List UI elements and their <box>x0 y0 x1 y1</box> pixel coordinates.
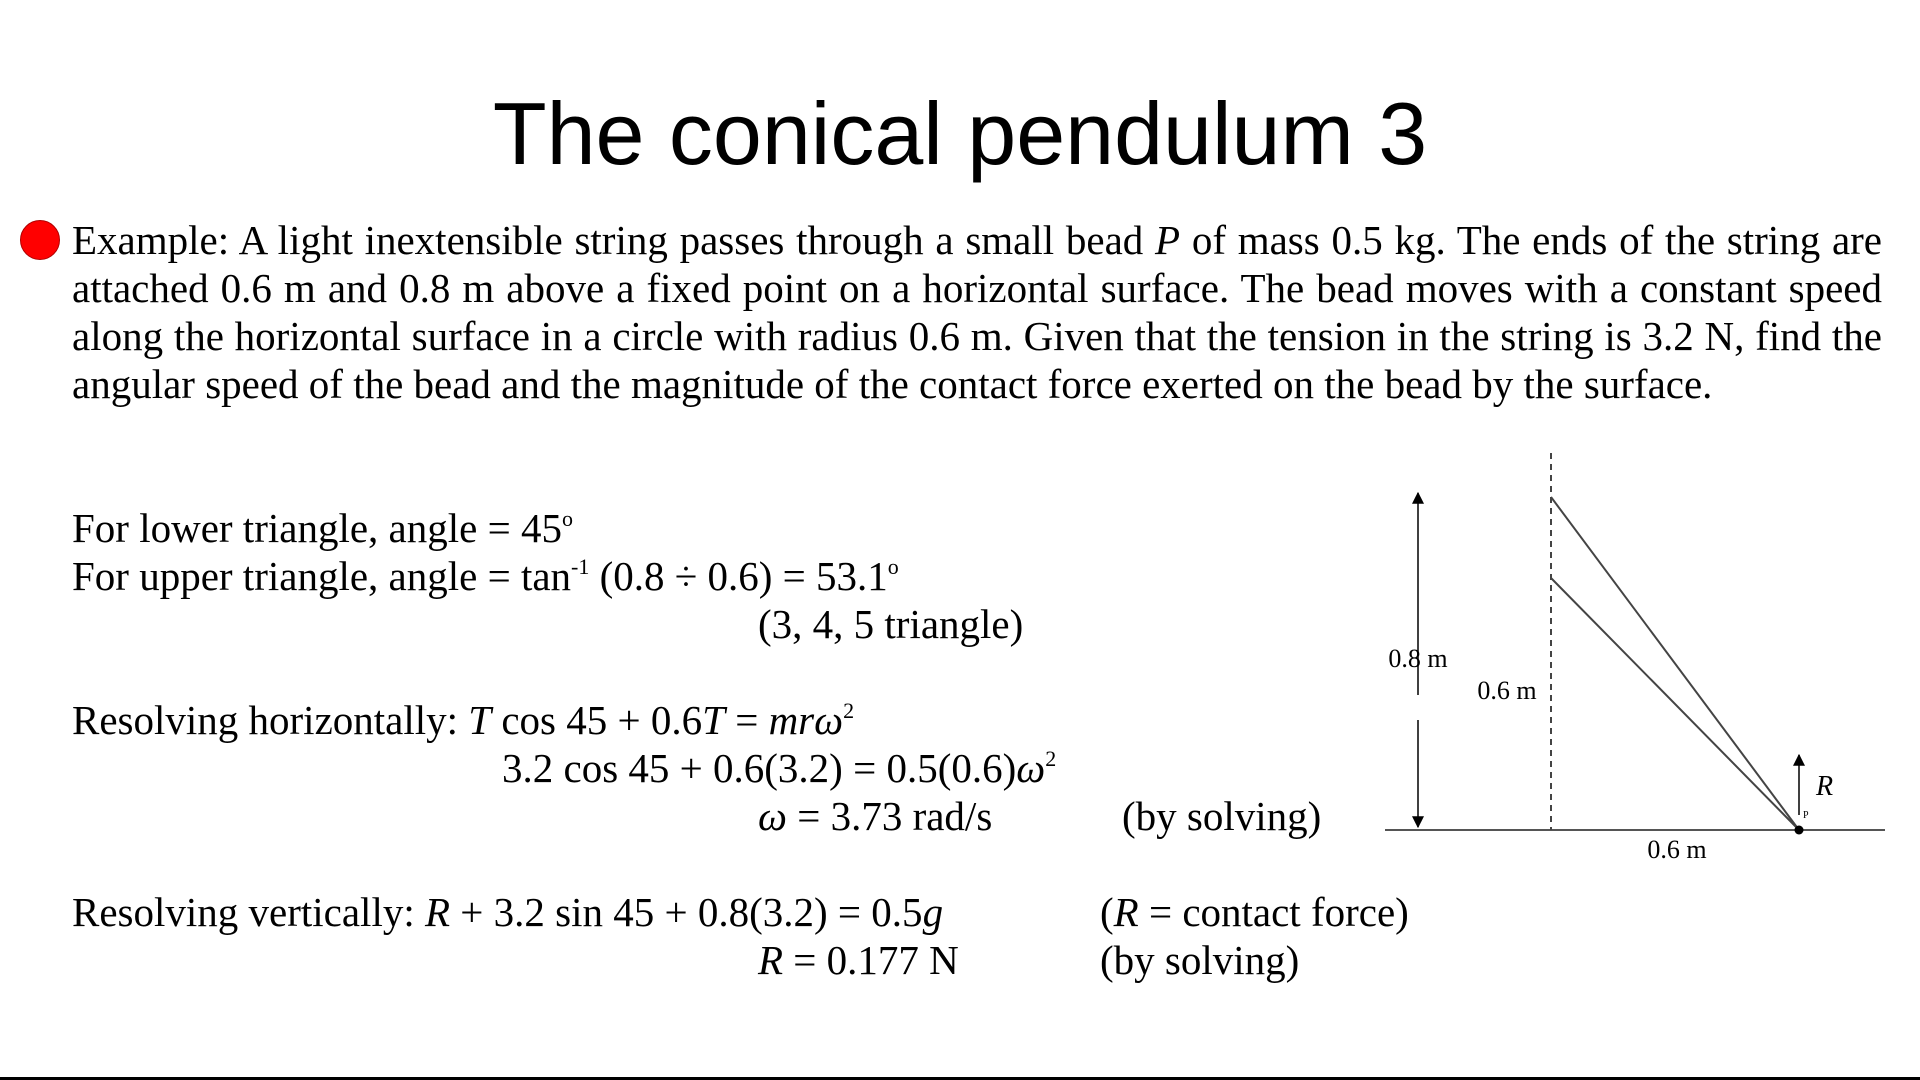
height-label-08: 0.8 m <box>1388 644 1448 673</box>
degree-symbol: o <box>561 506 573 531</box>
horizontal-substitution-line <box>502 744 1056 792</box>
example-text-end: of mass 0.5 kg. The ends of the string are attached 0.6 m and 0.8 m above a fixed point on a horizontal surface. The bead moves with a constant speed along the horizontal surface in a circle with radius 0.6 m. Given that the tension in the string is 3.2 N, find the angular speed of the bead and the magnitude of the contact force exerted on the bead by the surface. <box>72 217 1882 407</box>
horizontal-mid: cos 45 + 0.6 <box>491 697 703 743</box>
paren-open: ( <box>1100 889 1114 935</box>
r-result-line <box>758 936 959 984</box>
reaction-symbol: R <box>758 937 784 983</box>
upper-triangle-value: (0.8 ÷ 0.6) = 53.1 <box>589 553 888 599</box>
vertical-label: Resolving vertically: <box>72 889 425 935</box>
reaction-symbol: R <box>424 889 451 935</box>
horizontal-label: Resolving horizontally: <box>72 697 469 743</box>
horizontal-resolution-line <box>72 696 854 744</box>
r-value: = 0.177 N <box>783 937 959 983</box>
by-solving-note-1: (by solving) <box>1122 793 1322 839</box>
radius-label-06: 0.6 m <box>1647 835 1707 864</box>
degree-symbol: o <box>887 554 899 579</box>
tension-symbol: T <box>468 697 492 743</box>
omega-value: = 3.73 rad/s <box>786 793 993 839</box>
bullet-icon <box>20 220 60 260</box>
height-label-06: 0.6 m <box>1477 676 1537 705</box>
inverse-superscript: -1 <box>571 554 590 579</box>
squared-superscript: 2 <box>1045 746 1057 771</box>
lower-string <box>1551 578 1799 830</box>
upper-triangle-text: For upper triangle, angle = tan <box>72 553 572 599</box>
upper-string <box>1551 497 1799 830</box>
triangle-note: (3, 4, 5 triangle) <box>758 601 1024 647</box>
tension-symbol: T <box>702 697 725 743</box>
contact-force-note <box>1100 888 1409 936</box>
example-text-start: Example: A light inextensible string passes through a small bead <box>72 217 1156 263</box>
omega-symbol: ω <box>1016 745 1046 791</box>
reaction-symbol: R <box>1113 889 1139 935</box>
by-solving-note-2: (by solving) <box>1100 937 1300 983</box>
bead-symbol: P <box>1155 217 1181 263</box>
squared-superscript: 2 <box>843 698 855 723</box>
gravity-symbol: g <box>922 889 944 935</box>
bead-label: P <box>1803 810 1809 821</box>
reaction-label: R <box>1816 771 1834 802</box>
vertical-mid: + 3.2 sin 45 + 0.8(3.2) = 0.5 <box>450 889 923 935</box>
upper-triangle-line <box>72 552 899 600</box>
horizontal-substitution: 3.2 cos 45 + 0.6(3.2) = 0.5(0.6) <box>502 745 1017 791</box>
vertical-resolution-line <box>72 888 943 936</box>
contact-note-text: = contact force) <box>1138 889 1409 935</box>
page-title: The conical pendulum 3 <box>492 84 1428 183</box>
pendulum-diagram <box>1370 445 1890 875</box>
lower-triangle-text: For lower triangle, angle = 45 <box>72 505 562 551</box>
example-question <box>72 216 1882 408</box>
omega-result-line <box>758 792 992 840</box>
equals-sign: = <box>724 697 769 743</box>
bead-point <box>1795 826 1804 835</box>
horizontal-rhs: mrω <box>768 697 844 743</box>
omega-symbol: ω <box>758 793 787 839</box>
lower-triangle-line <box>72 504 573 552</box>
